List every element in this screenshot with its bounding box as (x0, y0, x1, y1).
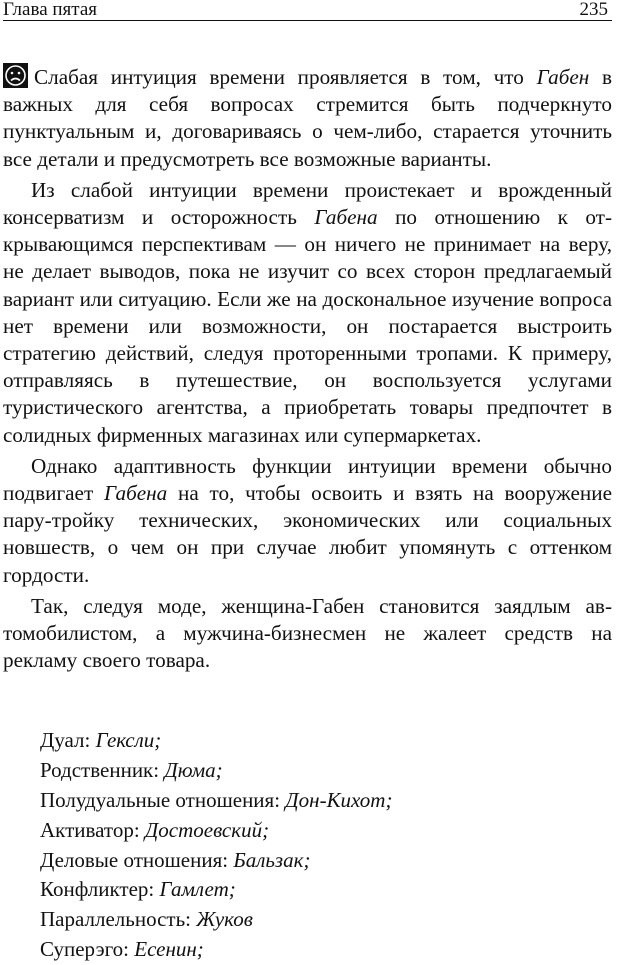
page-number: 235 (579, 0, 608, 20)
relation-label: Активатор: (40, 817, 145, 842)
p3-text-after: на то, чтобы освоить и взять на вооружение пару-тройку технических, экономических или социальных новшеств, о чем он при случае любит упомянуть с оттенком гордости. (3, 481, 612, 587)
relation-parallel (40, 905, 612, 935)
running-head (3, 0, 612, 21)
relation-semi-dual (40, 786, 612, 816)
relation-value: Гамлет; (159, 877, 236, 902)
p3-text-before: Однако адаптивность функции интуиции времени обычно подвигает (3, 453, 612, 506)
relation-business (40, 846, 612, 876)
p1-text-after: в важных для себя вопросах стремится быть подчеркнуто пунктуальным и, договариваясь о чем-либо, старается уточнить все детали и предусмотреть все возможные варианты. (3, 65, 612, 171)
relation-conflicter (40, 875, 612, 905)
relation-label: Деловые отношения: (40, 847, 234, 872)
p4-text: Так, следуя моде, женщина-Габен становится заядлым автомобилистом, а мужчина-бизнесмен не жалеет средств на рекламу своего товара. (3, 593, 612, 673)
paragraph-conservatism (3, 177, 612, 449)
relation-label: Родственник: (40, 758, 165, 783)
relation-value: Есенин; (134, 937, 204, 962)
paragraph-fashion (3, 593, 612, 675)
relation-label: Суперэго: (40, 937, 135, 962)
relation-value: Достоевский; (144, 817, 270, 842)
relation-label: Дуал: (40, 728, 96, 753)
body-text (3, 63, 612, 674)
relation-activator (40, 816, 612, 846)
relation-label: Полудуальные отношения: (40, 788, 286, 813)
relation-value: Бальзак; (233, 847, 311, 872)
paragraph-weak-intuition (3, 63, 612, 173)
p2-text-before: Из слабой интуиции времени проистекает и врожденный консерватизм и осторожность (3, 177, 612, 230)
p2-name: Габена (314, 205, 378, 230)
sad-face-icon (3, 63, 28, 88)
p1-name: Габен (536, 65, 590, 89)
relation-value: Дюма; (164, 758, 223, 783)
relation-dual (40, 726, 612, 756)
relation-value: Дон-Кихот; (285, 788, 393, 813)
p2-text-after: по отношению к открывающимся перспективам — он ничего не принимает на веру, не делает выводов, пока не изучит со всех сторон предлагаемый вариант или ситуацию. Если же на доскональное изучение вопроса нет времени или возможности, он постарается выстроить стратегию действий, следуя проторенными тропами. К примеру, отправляясь в путешествие, он воспользуется услугами туристического агентства, а приобретать товары предпочтет в солидных фирменных магазинах или супермаркетах. (3, 205, 612, 447)
relation-label: Конфликтер: (40, 877, 160, 902)
p3-name: Габена (103, 481, 168, 506)
relation-value: Жуков (196, 907, 253, 932)
relation-superego (40, 935, 612, 965)
p1-text-before: Слабая интуиция времени проявляется в том, что (34, 65, 537, 89)
relation-relative (40, 756, 612, 786)
relations-list (3, 726, 612, 964)
chapter-title: Глава пятая (3, 0, 97, 20)
relation-label: Параллельность: (40, 907, 197, 932)
relation-value: Гексли; (95, 728, 162, 753)
paragraph-adaptivity (3, 453, 612, 589)
